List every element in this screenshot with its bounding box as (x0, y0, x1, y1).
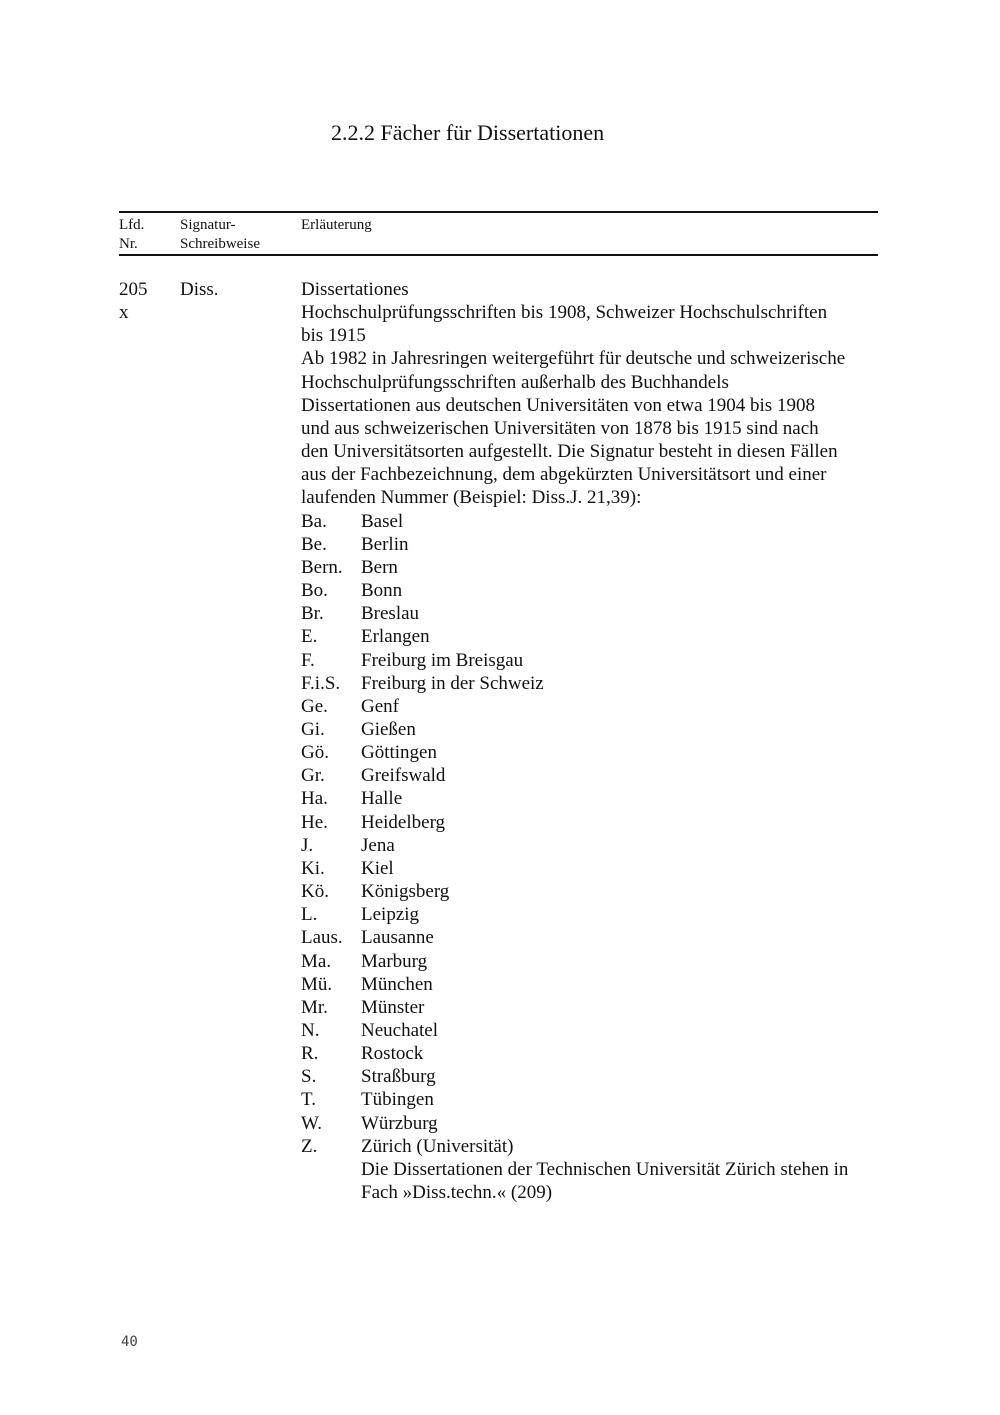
place-abbreviation: R. (301, 1043, 319, 1065)
list-item (301, 787, 891, 810)
place-name: Rostock (361, 1043, 424, 1065)
place-name: Greifswald (361, 765, 446, 787)
list-item (301, 996, 891, 1019)
explanation-line: bis 1915 (301, 325, 366, 347)
entry-number: 205 (119, 279, 148, 300)
place-abbreviation: Ge. (301, 695, 328, 717)
list-item (301, 533, 891, 556)
entry-explanation (301, 278, 891, 1204)
place-abbreviation: Gö. (301, 742, 329, 764)
place-abbreviation: Be. (301, 533, 327, 555)
place-abbreviation: N. (301, 1020, 320, 1041)
place-name: Berlin (361, 533, 409, 555)
place-abbreviation: L. (301, 904, 318, 926)
place-name: Bern (361, 556, 398, 578)
list-item (301, 811, 891, 834)
explanation-text (301, 278, 891, 510)
place-abbreviation: Ma. (301, 950, 332, 972)
place-abbreviation: Ki. (301, 857, 325, 879)
entry-number-cell (119, 278, 148, 324)
explanation-line: Ab 1982 in Jahresringen weitergeführt für deutsche und schweizerische (301, 348, 846, 370)
list-item (301, 880, 891, 903)
page-title: 2.2.2 Fächer für Dissertationen (331, 120, 605, 145)
table-header-rule (119, 254, 878, 256)
place-name: Lausanne (361, 927, 434, 949)
list-item (301, 741, 891, 764)
list-item (301, 1019, 891, 1042)
place-name: Göttingen (361, 742, 437, 764)
list-item (301, 764, 891, 787)
place-abbreviation: Z. (301, 1135, 318, 1157)
place-abbreviation: Ba. (301, 510, 327, 532)
note-line: Fach »Diss.techn.« (209) (361, 1182, 553, 1204)
list-item (301, 950, 891, 973)
list-item (301, 903, 891, 926)
header-signatur-line2: Schreibweise (180, 236, 260, 252)
explanation-line: den Universitätsorten aufgestellt. Die Signatur besteht in diesen Fällen (301, 441, 838, 463)
explanation-line: und aus schweizerischen Universitäten von 1878 bis 1915 sind nach (301, 417, 819, 439)
place-name: Genf (361, 695, 399, 717)
places-list (301, 510, 891, 1158)
place-name: Halle (361, 788, 403, 810)
list-item (301, 718, 891, 741)
explanation-line: Hochschulprüfungsschriften bis 1908, Schweizer Hochschulschriften (301, 302, 828, 324)
note-line: Die Dissertationen der Technischen Universität Zürich stehen in (361, 1158, 849, 1180)
list-item (301, 1088, 891, 1111)
place-abbreviation: F.i.S. (301, 672, 341, 694)
list-item (301, 1135, 891, 1158)
place-name: Erlangen (361, 626, 430, 648)
list-item (301, 672, 891, 695)
header-lfd-line1: Lfd. (119, 217, 145, 233)
place-name: Straßburg (361, 1066, 436, 1088)
place-abbreviation: Bo. (301, 580, 328, 602)
place-name: Freiburg im Breisgau (361, 649, 524, 671)
place-name: Zürich (Universität) (361, 1135, 514, 1157)
list-item (301, 695, 891, 718)
header-signatur-line1: Signatur- (180, 217, 236, 233)
place-abbreviation: F. (301, 649, 315, 671)
list-item (301, 1065, 891, 1088)
list-item (301, 973, 891, 996)
list-item (301, 602, 891, 625)
page-number: 40 (121, 1334, 138, 1350)
place-name: Bonn (361, 580, 403, 602)
place-abbreviation: Bern. (301, 556, 343, 578)
place-abbreviation: Mr. (301, 996, 328, 1018)
list-item (301, 857, 891, 880)
place-abbreviation: Gi. (301, 718, 325, 740)
entry-marker: x (119, 302, 129, 324)
list-item (301, 579, 891, 602)
list-item (301, 926, 891, 949)
place-name: Würzburg (361, 1112, 438, 1134)
place-name: Breslau (361, 603, 420, 625)
place-abbreviation: E. (301, 626, 318, 648)
place-name: Heidelberg (361, 811, 446, 833)
place-name: Münster (361, 996, 425, 1018)
place-name: Basel (361, 510, 404, 532)
place-abbreviation: J. (301, 834, 314, 856)
place-abbreviation: W. (301, 1112, 322, 1134)
place-abbreviation: Laus. (301, 927, 343, 949)
place-name: Marburg (361, 950, 428, 972)
place-abbreviation: Br. (301, 603, 324, 625)
explanation-line: Hochschulprüfungsschriften außerhalb des Buchhandels (301, 371, 729, 393)
place-name: Königsberg (361, 881, 450, 903)
list-item (301, 625, 891, 648)
header-erlaeuterung: Erläuterung (301, 217, 372, 233)
header-lfd-line2: Nr. (119, 236, 138, 252)
list-item (301, 510, 891, 533)
place-name: Gießen (361, 718, 416, 740)
list-item (301, 1112, 891, 1135)
place-abbreviation: Mü. (301, 973, 333, 995)
place-name: München (361, 973, 433, 995)
place-abbreviation: Gr. (301, 765, 325, 787)
explanation-line: Dissertationen aus deutschen Universitäten von etwa 1904 bis 1908 (301, 394, 815, 416)
explanation-line: Dissertationes (301, 279, 409, 300)
place-abbreviation: He. (301, 811, 328, 833)
place-name: Kiel (361, 857, 394, 879)
table-top-rule (119, 211, 878, 213)
header-signatur (180, 216, 260, 254)
place-abbreviation: T. (301, 1089, 316, 1111)
explanation-line: aus der Fachbezeichnung, dem abgekürzten Universitätsort und einer (301, 464, 827, 486)
list-item (301, 1042, 891, 1065)
place-name: Tübingen (361, 1089, 434, 1111)
place-abbreviation: Kö. (301, 881, 329, 903)
place-name: Leipzig (361, 904, 420, 926)
place-name: Freiburg in der Schweiz (361, 672, 544, 694)
place-name: Jena (361, 834, 395, 856)
list-item (301, 649, 891, 672)
place-abbreviation: Ha. (301, 788, 328, 810)
place-abbreviation: S. (301, 1066, 317, 1088)
explanation-line: laufenden Nummer (Beispiel: Diss.J. 21,39): (301, 487, 642, 509)
place-name: Neuchatel (361, 1020, 439, 1041)
zurich-note (361, 1158, 891, 1204)
list-item (301, 556, 891, 579)
entry-signature: Diss. (180, 279, 219, 300)
list-item (301, 834, 891, 857)
header-lfd-nr (119, 216, 144, 254)
